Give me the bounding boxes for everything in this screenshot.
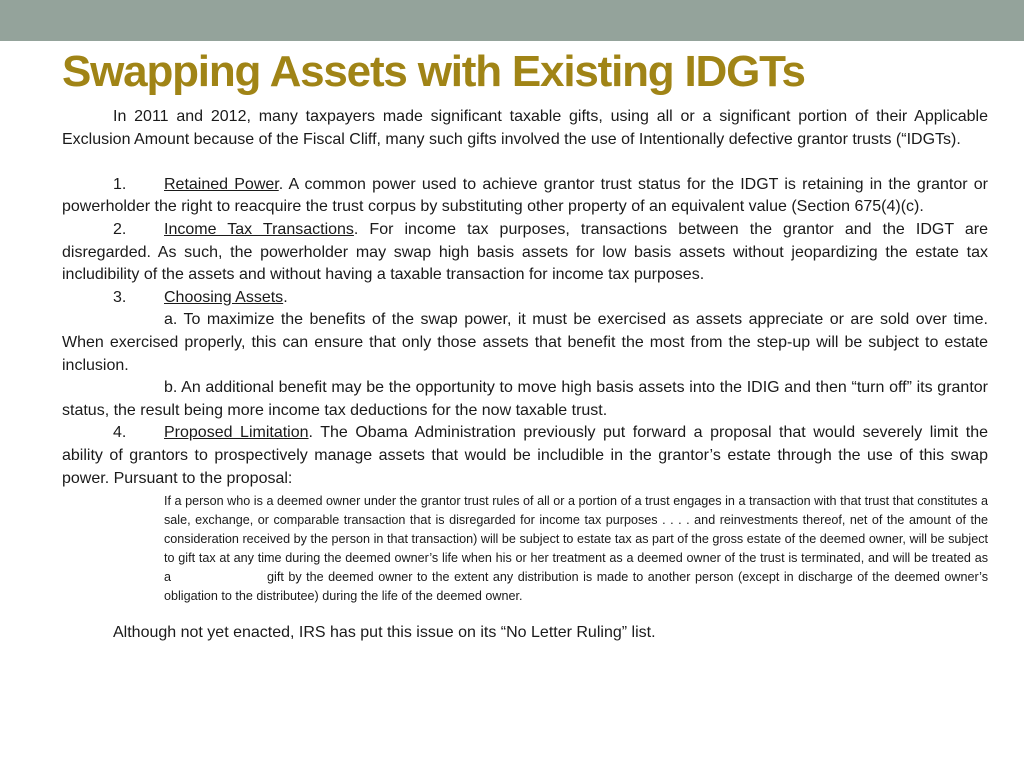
item-proposed-limitation [62,422,988,490]
sub-item-a: a. To maximize the benefits of the swap power, it must be exercised as assets appreciate or are sold over time. When exercised properly, this can ensure that only those assets that benefit the most from the step-up will be subject to estate inclusion. [62,311,988,374]
spacer [62,151,988,174]
header-band [0,0,1024,41]
slide-title: Swapping Assets with Existing IDGTs [62,47,805,96]
sub-item-b: b. An additional benefit may be the opportunity to move high basis assets into the IDIG and then “turn off” its grantor status, the result being more income tax deductions for the now taxable trust. [62,379,988,419]
item-retained-power [62,174,988,219]
item-text: . A common power used to achieve grantor trust status for the IDGT is retaining in the grantor or powerholder the right to reacquire the trust corpus by substituting other property of an equivalent value (Section 675(4)(c). [62,175,988,216]
closing-paragraph: Although not yet enacted, IRS has put this issue on its “No Letter Ruling” list. [113,623,656,641]
quote-part-2: gift by the deemed owner to the extent any distribution is made to another person (except in discharge of the deemed owner’s obligation to the distributee) during the life of the deemed owner. [164,569,988,603]
slide-body [62,106,988,644]
item-heading: Choosing Assets [164,288,284,306]
item-number: 2. [113,220,127,238]
proposal-quote [164,492,988,605]
item-text: . For income tax purposes, transactions between the grantor and the IDGT are disregarded. As such, the powerholder may swap high basis assets for low basis assets without jeopardizing the estate tax includibility of the assets and without having a taxable transaction for income tax purposes. [62,220,988,284]
item-text: . The Obama Administration previously put forward a proposal that would severely limit the ability of grantors to prospectively manage assets that would be includible in the grantor’s estate through the use of this swap power. Pursuant to the proposal: [62,424,989,487]
item-number: 1. [113,175,127,193]
item-text: . [283,288,288,306]
intro-paragraph: In 2011 and 2012, many taxpayers made significant taxable gifts, using all or a significant portion of their Applicable Exclusion Amount because of the Fiscal Cliff, many such gifts involved the use of Intentionally defective grantor trusts (“IDGTs). [62,108,988,148]
item-heading: Income Tax Transactions [164,220,354,238]
item-number: 3. [113,288,127,306]
item-number: 4. [113,424,127,442]
quote-part-1: If a person who is a deemed owner under the grantor trust rules of all or a portion of a trust engages in a transaction with that trust that constitutes a sale, exchange, or comparable transaction that is disregarded for income tax purposes . . . . and reinvestments thereof, net of the amount of the consideration received by the person in that transaction) will be subject to estate tax as part of the gross estate of the deemed owner, will be subject to gift tax at any time during the deemed owner’s life when his or her treatment as a deemed owner of the trust is terminated, and will be treated as a [164,494,988,584]
item-choosing-assets [62,287,988,310]
item-heading: Retained Power [164,175,279,193]
item-income-tax-transactions [62,219,988,287]
item-heading: Proposed Limitation [164,424,309,442]
